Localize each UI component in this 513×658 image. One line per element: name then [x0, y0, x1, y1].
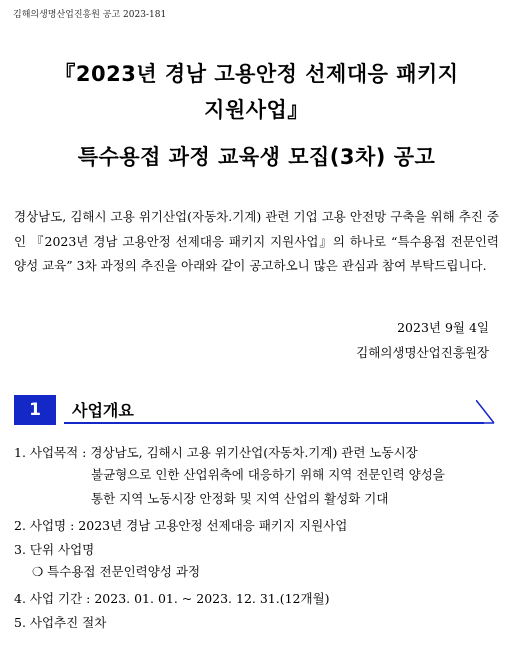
section-underline [64, 422, 484, 424]
title-line-3: 특수용접 과정 교육생 모집(3차) 공고 [77, 145, 436, 169]
section-header [14, 395, 496, 427]
item-project-name: 2. 사업명 : 2023년 경남 고용안정 선제대응 패키지 지원사업 [14, 518, 348, 533]
intro-paragraph: 경상남도, 김해시 고용 위기산업(자동차.기계) 관련 기업 고용 안전망 구축을 위해 추진 중인 『2023년 경남 고용안정 선제대응 패키지 지원사업』의 하나로 “특수용접 전문인력양성 교육” 3차 과정의 추진을 아래와 같이 공고하오니 많은 관심과 참여 부탁드립니다. [14, 209, 499, 273]
item-unit-project-sub: ❍ 특수용접 전문인력양성 과정 [32, 564, 201, 579]
item-purpose-cont-1: 불균형으로 인한 산업위축에 대응하기 위해 지역 전문인력 양성을 [91, 467, 445, 482]
item-unit-project: 3. 단위 사업명 [14, 542, 95, 557]
title-line-2: 지원사업』 [204, 98, 309, 122]
item-purpose-cont-2: 통한 지역 노동시장 안정화 및 지역 산업의 활성화 기대 [91, 491, 389, 506]
section-arrow-icon [476, 400, 496, 424]
item-procedure: 5. 사업추진 절차 [14, 615, 107, 630]
item-period: 4. 사업 기간 : 2023. 01. 01. ~ 2023. 12. 31.(12개월) [14, 591, 330, 606]
announcement-date: 2023년 9월 4일 [397, 320, 489, 335]
document-number: 김해의생명산업진흥원 공고 2023-181 [13, 10, 167, 20]
title-line-1: 『2023년 경남 고용안정 선제대응 패키지 [54, 62, 459, 86]
item-purpose: 1. 사업목적 : 경상남도, 김해시 고용 위기산업(자동차.기계) 관련 노동시장 [14, 445, 418, 460]
section-number-badge: 1 [14, 395, 56, 425]
signer-name: 김해의생명산업진흥원장 [356, 345, 489, 360]
section-title: 사업개요 [72, 401, 134, 420]
